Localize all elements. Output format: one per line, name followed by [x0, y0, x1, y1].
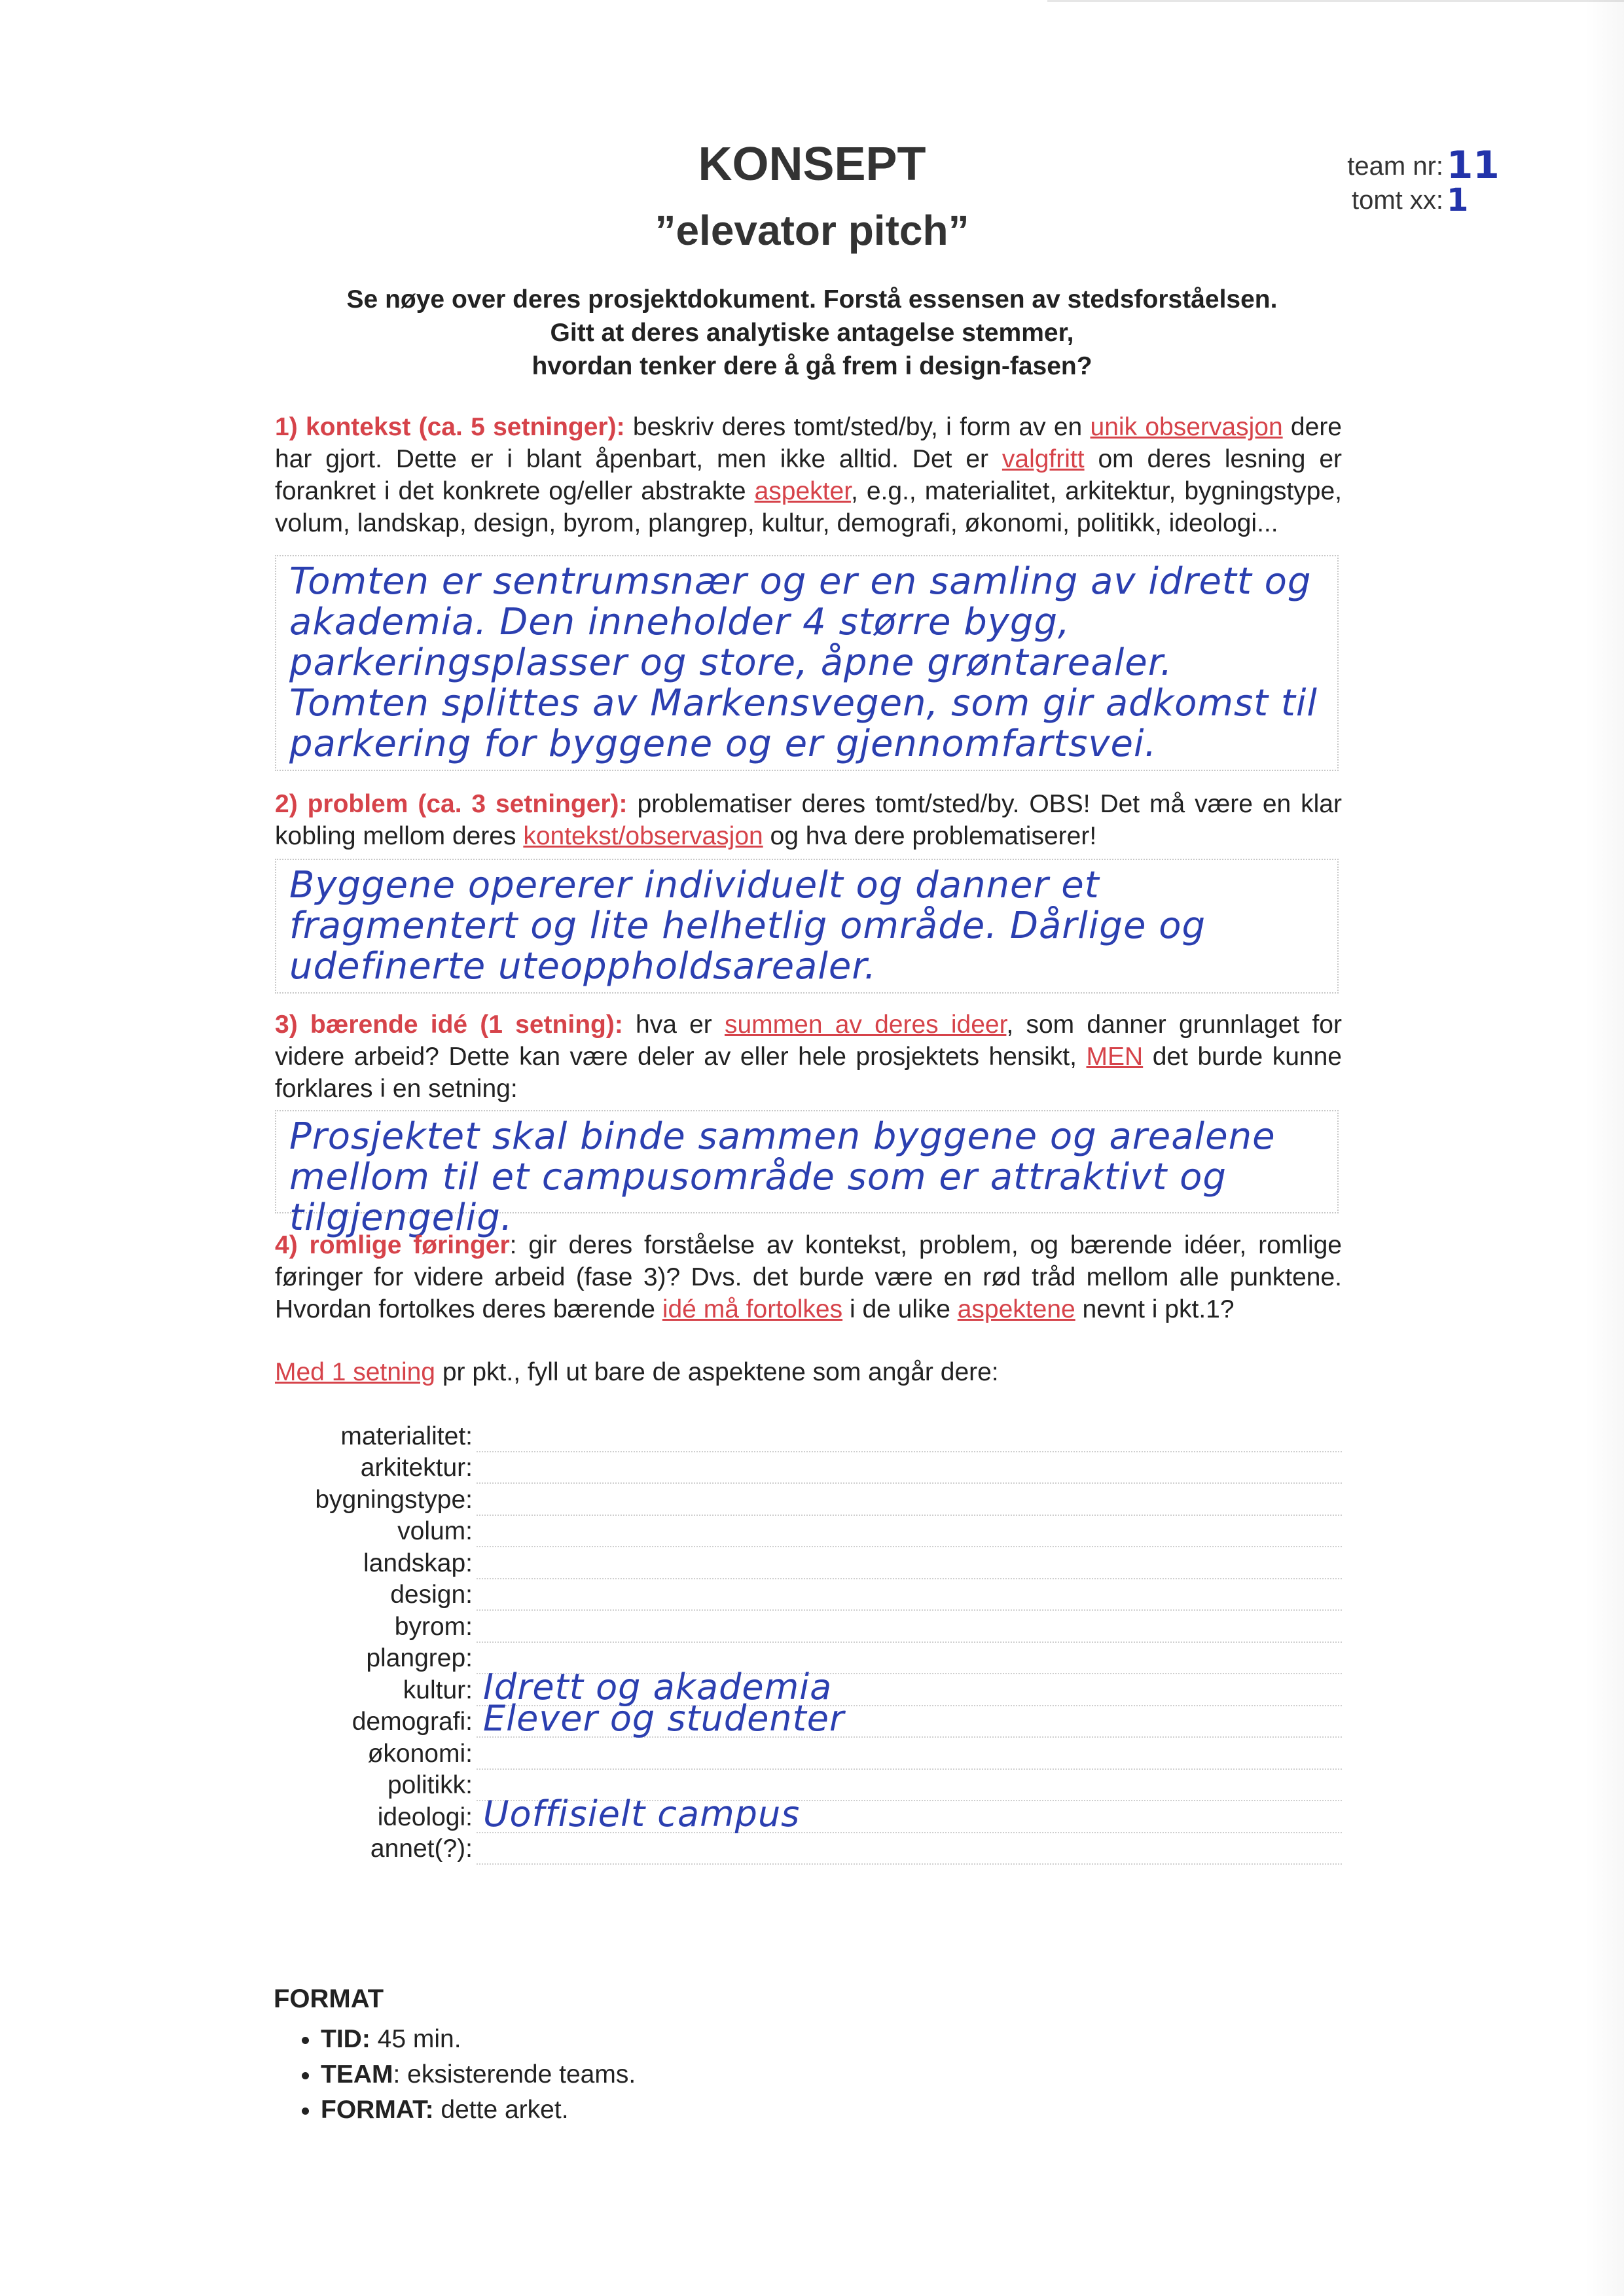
section-foringer-heading: 4) romlige føringer [275, 1231, 510, 1259]
intro-line-3: hvordan tenker dere å gå frem i design-fasen? [532, 352, 1092, 380]
aspect-field-demografi[interactable]: Elever og studenter [477, 1710, 1342, 1738]
page-subtitle: ”elevator pitch” [655, 207, 969, 254]
aspect-field-ideologi[interactable]: Uoffisielt campus [477, 1806, 1342, 1833]
aspect-row-demografi: demografi: Elever og studenter [275, 1706, 1342, 1738]
intro-text [0, 283, 1624, 383]
aspect-row-bygningstype: bygningstype: [275, 1484, 1342, 1516]
tomt-number-handwritten: 1 [1447, 182, 1469, 219]
aspect-row-plangrep: plangrep: [275, 1643, 1342, 1675]
format-item-team: • TEAM: eksisterende teams. [321, 2057, 636, 2092]
section-idea-heading: 3) bærende idé (1 setning): [275, 1011, 623, 1039]
section-foringer-instructions: 4) romlige føringer: gir deres forståelse av kontekst, problem, og bærende idéer, romlige føringer for videre arbeid (fase 3)? Dvs. det burde være en rød tråd mellom alle punktene. Hvordan fortolkes deres bærende idé må fortolkes i de ulike aspektene nevnt i pkt.1? [275, 1231, 1343, 1323]
aspect-row-materialitet: materialitet: [275, 1420, 1342, 1452]
page-title: KONSEPT [698, 138, 926, 190]
aspect-field-materialitet[interactable] [477, 1425, 1342, 1452]
section-kontekst-instructions: 1) kontekst (ca. 5 setninger): beskriv deres tomt/sted/by, i form av en unik observasjon dere har gjort. Dette er i blant åpenbart, men ikke alltid. Det er valgfritt om deres lesning er forankret i det konkrete og/eller abstrakte aspekter, e.g., materialitet, arkitektur, bygningstype, volum, landskap, design, byrom, plangrep, kultur, demografi, økonomi, politikk, ideologi... [275, 413, 1343, 537]
aspect-row-kultur: kultur: Idrett og akademia [275, 1674, 1342, 1706]
intro-line-2: Gitt at deres analytiske antagelse stemmer, [550, 319, 1074, 347]
aspects-list [275, 1420, 1342, 1865]
aspect-row-annet: annet(?): [275, 1833, 1342, 1865]
aspect-row-design: design: [275, 1579, 1342, 1611]
intro-line-1: Se nøye over deres prosjektdokument. Forstå essensen av stedsforståelsen. [346, 285, 1278, 314]
aspect-row-volum: volum: [275, 1516, 1342, 1548]
aspect-row-landskap: landskap: [275, 1547, 1342, 1579]
aspect-field-byrom[interactable] [477, 1615, 1342, 1643]
aspect-field-design[interactable] [477, 1583, 1342, 1611]
aspect-field-kultur[interactable]: Idrett og akademia [477, 1679, 1342, 1706]
aspect-row-arkitektur: arkitektur: [275, 1452, 1342, 1484]
aspect-field-landskap[interactable] [477, 1552, 1342, 1579]
aspect-field-okonomi[interactable] [477, 1742, 1342, 1770]
aspect-field-arkitektur[interactable] [477, 1456, 1342, 1484]
aspect-row-byrom: byrom: [275, 1611, 1342, 1643]
format-section [274, 1984, 636, 2128]
aspect-field-bygningstype[interactable] [477, 1488, 1342, 1516]
format-heading: FORMAT [274, 1984, 384, 2013]
section-kontekst-heading: 1) kontekst (ca. 5 setninger): [275, 413, 625, 441]
scan-edge-line [1047, 0, 1624, 2]
section-idea-instructions: 3) bærende idé (1 setning): hva er summen av deres ideer, som danner grunnlaget for videre arbeid? Dette kan være deler av eller hele prosjektets hensikt, MEN det burde kunne forklares i en setning: [275, 1011, 1342, 1103]
kontekst-answer-field[interactable]: Tomten er sentrumsnær og er en samling av idrett og akademia. Den inneholder 4 større bygg, parkeringsplasser og store, åpne grøntarealer. Tomten splittes av Markensvegen, som gir adkomst til parkering for byggene og er gjennomfartsvei. [275, 555, 1339, 771]
section-problem-heading: 2) problem (ca. 3 setninger): [275, 790, 628, 818]
format-item-tid: • TID: 45 min. [321, 2022, 636, 2057]
section-problem-instructions: 2) problem (ca. 3 setninger): problematiser deres tomt/sted/by. OBS! Det må være en klar kobling mellom deres kontekst/observasjon og hva dere problematiserer! [275, 790, 1342, 850]
format-list [274, 2022, 636, 2128]
format-item-format: • FORMAT: dette arket. [321, 2092, 636, 2128]
aspect-row-okonomi: økonomi: [275, 1738, 1342, 1770]
team-label: team nr: [1347, 152, 1443, 181]
aspect-row-ideologi: ideologi: Uoffisielt campus [275, 1801, 1342, 1833]
aspect-field-annet[interactable] [477, 1837, 1342, 1865]
aspects-instruction: Med 1 setning pr pkt., fyll ut bare de aspektene som angår dere: [275, 1358, 999, 1386]
team-info [1345, 149, 1443, 217]
team-number-handwritten: 11 [1447, 143, 1500, 187]
aspect-row-politikk: politikk: [275, 1770, 1342, 1802]
idea-answer-field[interactable]: Prosjektet skal binde sammen byggene og arealene mellom til et campusområde som er attraktivt og tilgjengelig. [275, 1110, 1339, 1213]
problem-answer-field[interactable]: Byggene opererer individuelt og danner et fragmentert og lite helhetlig område. Dårlige og udefinerte uteoppholdsarealer. [275, 859, 1339, 994]
aspect-field-volum[interactable] [477, 1520, 1342, 1547]
tomt-label: tomt xx: [1351, 186, 1443, 215]
